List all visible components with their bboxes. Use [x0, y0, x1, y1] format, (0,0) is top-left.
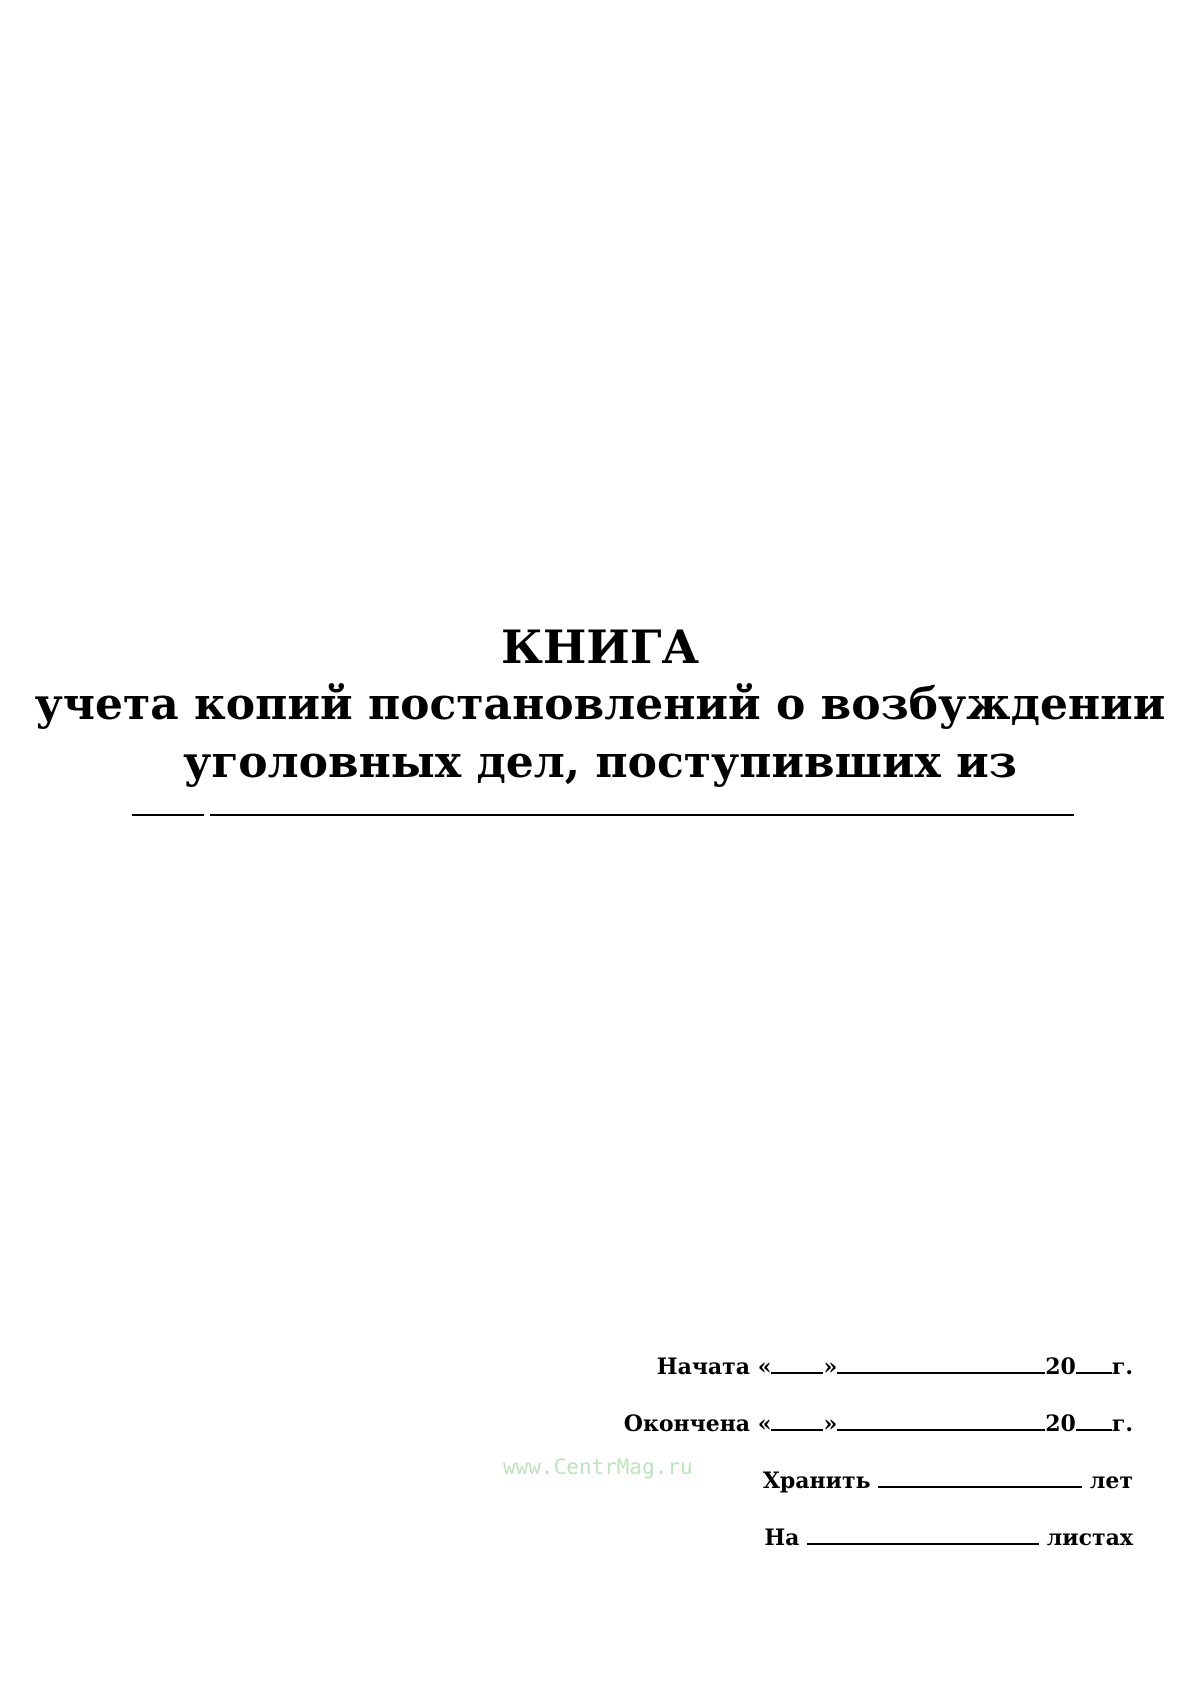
watermark-text: www.CentrMag.ru [503, 1455, 693, 1479]
started-year-blank [1076, 1352, 1112, 1374]
started-close-quote: » [823, 1354, 838, 1380]
ended-close-quote: » [823, 1411, 838, 1437]
ended-year-prefix: 20 [1045, 1411, 1076, 1437]
ended-label: Окончена « [623, 1411, 772, 1437]
keep-row [763, 1466, 1133, 1494]
sheets-suffix: листах [1046, 1525, 1133, 1551]
ended-row [624, 1409, 1133, 1437]
started-year-prefix: 20 [1045, 1354, 1076, 1380]
started-label: Начата « [656, 1354, 772, 1380]
source-fill-line-short [132, 814, 204, 816]
keep-label: Хранить [762, 1468, 871, 1494]
title-subtitle-line-1: учета копий постановлений о возбуждении [34, 679, 1166, 730]
started-day-blank [771, 1352, 823, 1374]
sheets-label: На [764, 1525, 800, 1551]
started-year-suffix: г. [1111, 1354, 1133, 1380]
ended-day-blank [771, 1409, 823, 1431]
sheets-row [764, 1523, 1133, 1551]
keep-suffix: лет [1089, 1468, 1133, 1494]
keep-years-blank [878, 1466, 1082, 1488]
title-book: КНИГА [501, 620, 699, 674]
ended-year-suffix: г. [1111, 1411, 1133, 1437]
document-title [0, 618, 1200, 792]
title-subtitle-line-2: уголовных дел, поступивших из [183, 737, 1017, 788]
source-fill-line-long [210, 814, 1074, 816]
started-row [657, 1352, 1133, 1380]
sheets-count-blank [807, 1523, 1039, 1545]
ended-month-blank [837, 1409, 1045, 1431]
started-month-blank [837, 1352, 1045, 1374]
ended-year-blank [1076, 1409, 1112, 1431]
